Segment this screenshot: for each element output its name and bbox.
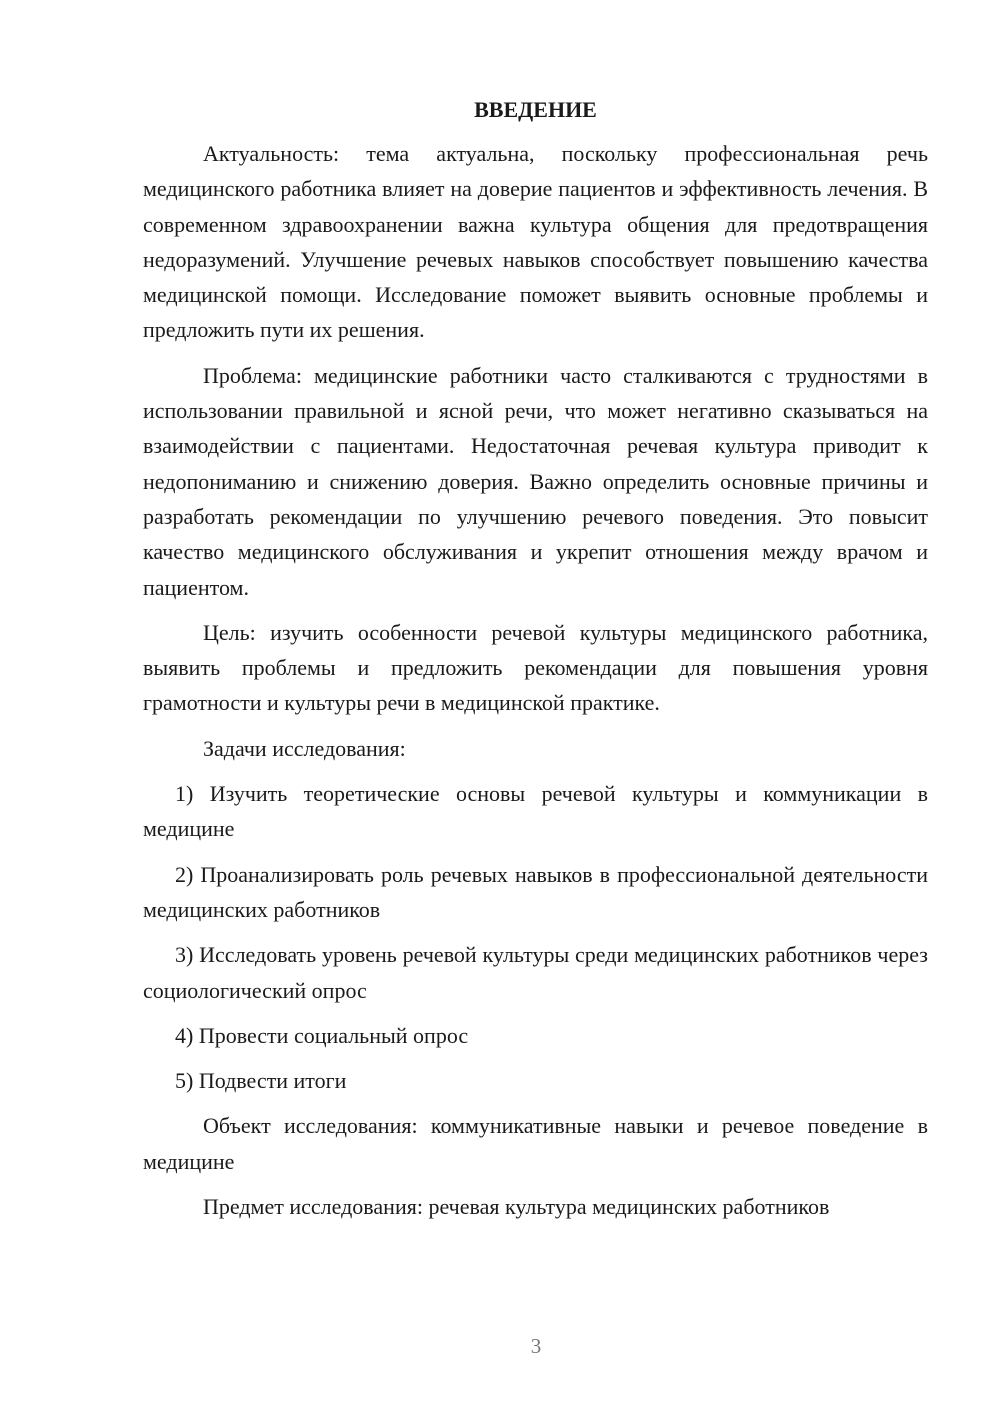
page-number: 3 [530,1334,542,1358]
task-item-4: 4) Провести социальный опрос [175,1022,469,1048]
goal-paragraph: Цель: изучить особенности речевой культуры медицинского работника, выявить проблемы и предложить рекомендации для повышения уровня грамотности и культуры речи в медицинской практике. [143,619,928,716]
task-item-1: 1) Изучить теоретические основы речевой культуры и коммуникации в медицине [143,781,928,842]
tasks-title: Задачи исследования: [203,735,406,761]
relevance-paragraph: Актуальность: тема актуальна, поскольку профессиональная речь медицинского работника влияет на доверие пациентов и эффективность лечения. В современном здравоохранении важна культура общения для предотвращения недоразумений. Улучшение речевых навыков способствует повышению качества медицинской помощи. Исследование поможет выявить основные проблемы и предложить пути их решения. [143,141,928,343]
task-item-2: 2) Проанализировать роль речевых навыков в профессиональной деятельности медицинских работников [143,861,928,922]
subject-paragraph: Предмет исследования: речевая культура медицинских работников [203,1194,830,1220]
section-heading: ВВЕДЕНИЕ [474,97,597,122]
task-item-5: 5) Подвести итоги [175,1068,347,1094]
page-body [143,94,928,1234]
object-paragraph: Объект исследования: коммуникативные навыки и речевое поведение в медицине [143,1113,928,1174]
task-item-3: 3) Исследовать уровень речевой культуры среди медицинских работников через социологический опрос [143,942,928,1003]
problem-paragraph: Проблема: медицинские работники часто сталкиваются с трудностями в использовании правильной и ясной речи, что может негативно сказываться на взаимодействии с пациентами. Недостаточная речевая культура приводит к недопониманию и снижению доверия. Важно определить основные причины и разработать рекомендации по улучшению речевого поведения. Это повысит качество медицинского обслуживания и укрепит отношения между врачом и пациентом. [143,362,928,600]
